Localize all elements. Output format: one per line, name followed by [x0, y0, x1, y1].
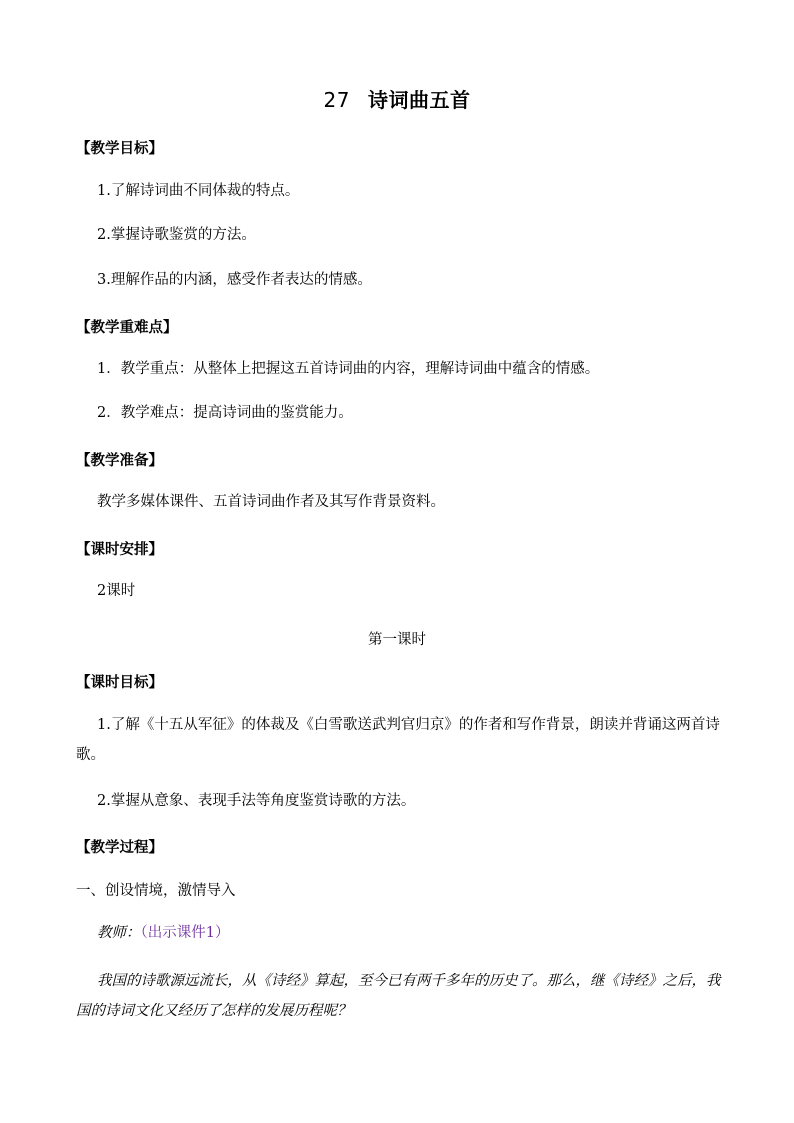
goal-item-3: 3.理解作品的内涵，感受作者表达的情感。	[97, 272, 372, 288]
page-title	[0, 84, 794, 113]
teacher-speech: 我国的诗歌源远流长，从《诗经》算起，至今已有两千多年的历史了。那么，继《诗经》之后，我国的诗词文化又经历了怎样的发展历程呢？	[76, 973, 721, 1019]
lesson1-title: 第一课时	[368, 632, 426, 648]
courseware-label: （出示课件1）	[140, 925, 230, 941]
process-step-1: 一、创设情境，激情导入	[76, 883, 236, 899]
teacher-line	[97, 918, 724, 948]
goals-heading: 【教学目标】	[76, 141, 163, 157]
teacher-label: 教师：	[97, 925, 141, 941]
title-number: 27	[323, 88, 350, 112]
prep-text: 教学多媒体课件、五首诗词曲作者及其写作背景资料。	[97, 494, 445, 510]
key-point-1: 1．教学重点：从整体上把握这五首诗词曲的内容，理解诗词曲中蕴含的情感。	[97, 361, 600, 377]
prep-heading: 【教学准备】	[76, 453, 163, 469]
lesson-goals-heading: 【课时目标】	[76, 675, 163, 691]
goal-item-1: 1.了解诗词曲不同体裁的特点。	[97, 183, 300, 199]
key-point-2: 2．教学难点：提高诗词曲的鉴赏能力。	[97, 405, 353, 421]
schedule-heading: 【课时安排】	[76, 542, 163, 558]
lesson-goal-1: 1.了解《十五从军征》的体裁及《白雪歌送武判官归京》的作者和写作背景，朗读并背诵这两首诗歌。	[76, 717, 720, 763]
goal-item-2: 2.掌握诗歌鉴赏的方法。	[97, 227, 256, 243]
title-text: 诗词曲五首	[367, 88, 471, 112]
schedule-text: 2课时	[97, 583, 136, 599]
key-points-heading: 【教学重难点】	[76, 320, 178, 336]
lesson-goal-2: 2.掌握从意象、表现手法等角度鉴赏诗歌的方法。	[97, 793, 416, 809]
process-heading: 【教学过程】	[76, 840, 163, 856]
